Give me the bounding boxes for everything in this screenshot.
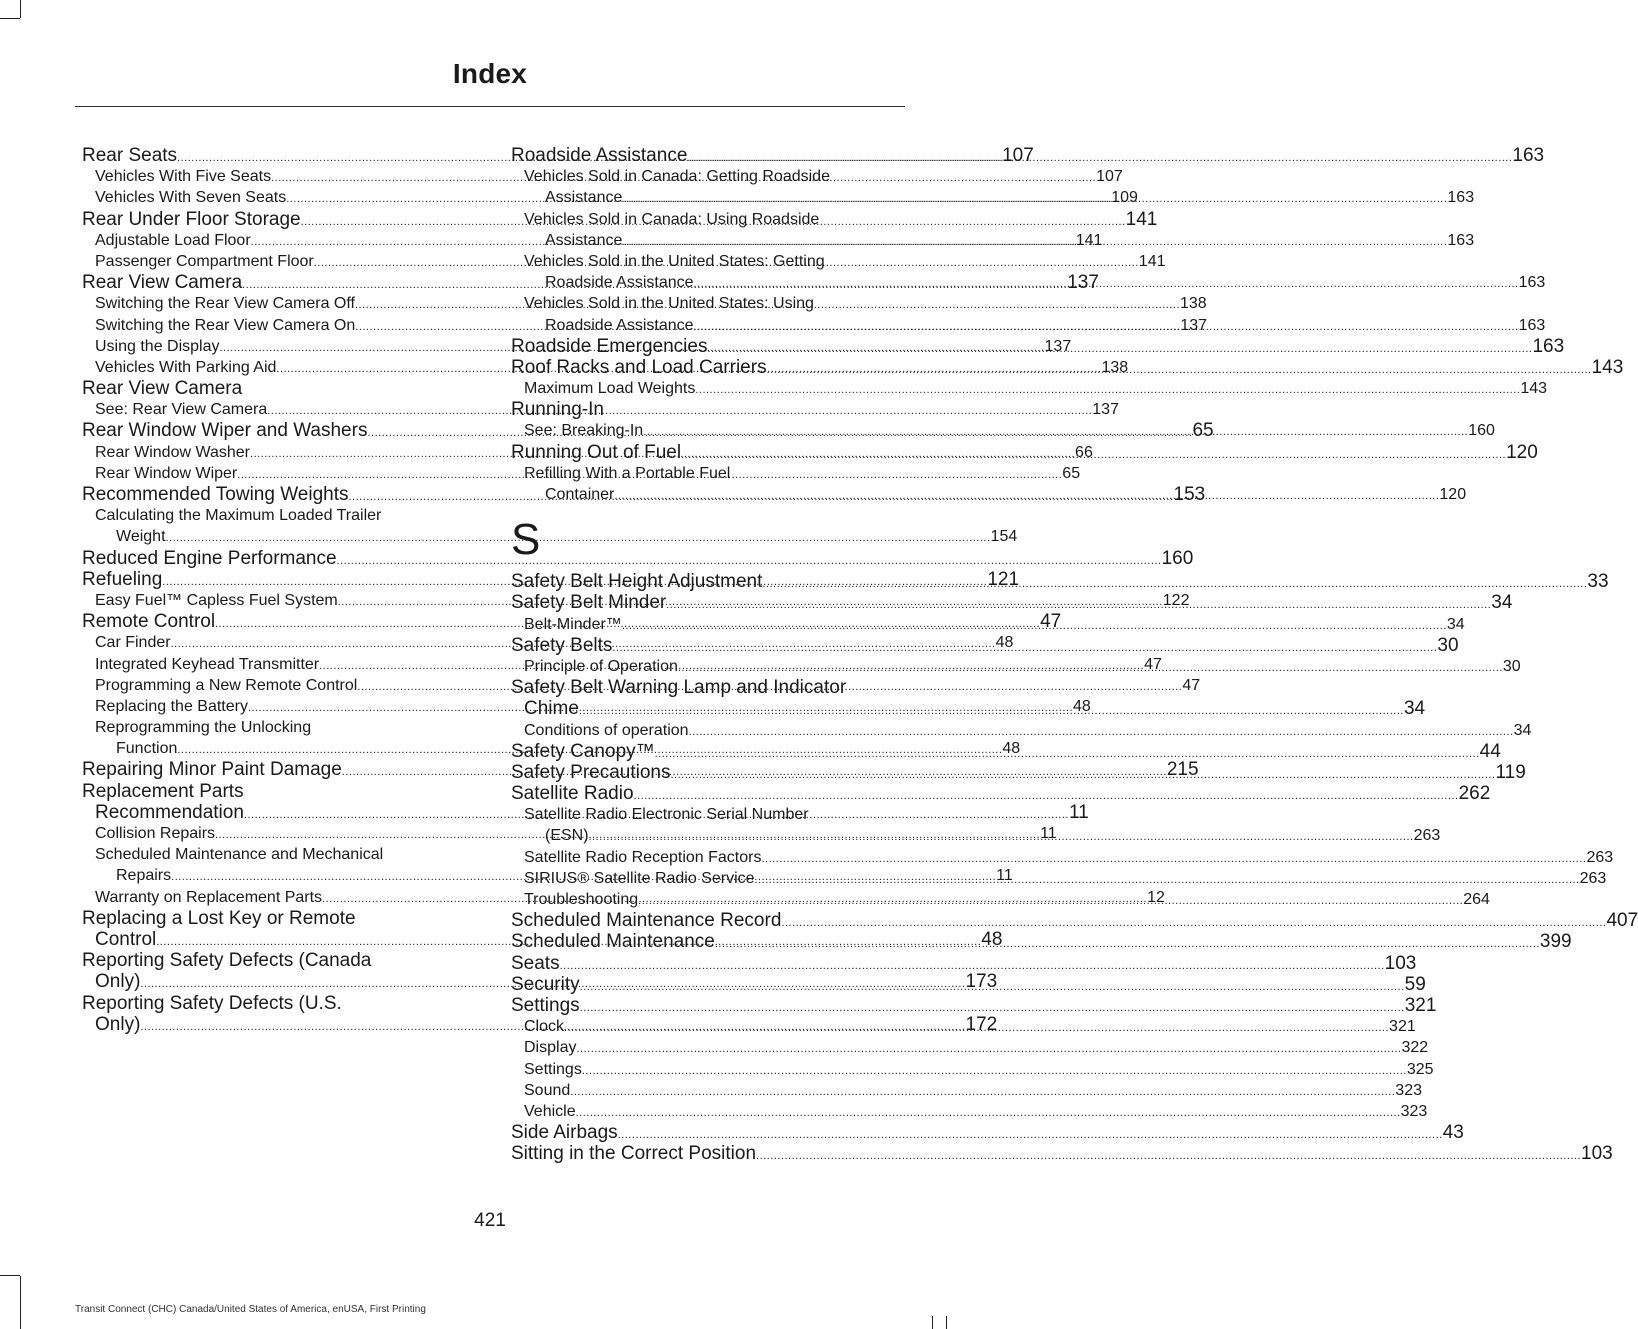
entry-label: Rear Window Washer — [95, 443, 251, 461]
entry-page-number: 47 — [1040, 611, 1062, 633]
entry-page-number: 59 — [1404, 973, 1426, 995]
entry-label: See: Rear View Camera — [95, 401, 268, 419]
entry-page-number: 30 — [1502, 657, 1521, 675]
entry-label: Vehicle — [524, 1102, 576, 1120]
entry-label: Maximum Load Weights — [524, 380, 696, 398]
index-entry — [511, 1037, 1429, 1058]
index-entry — [511, 166, 899, 187]
entry-page-number: 48 — [1073, 697, 1091, 715]
entry-label: Switching the Rear View Camera On — [95, 316, 356, 334]
entry-label: Replacing a Lost Key or Remote — [82, 907, 356, 929]
dot-leader — [707, 339, 1532, 360]
index-entry — [511, 1080, 1422, 1101]
entry-label: Reporting Safety Defects (U.S. — [82, 992, 342, 1014]
entry-page-number: 103 — [1384, 952, 1417, 974]
entry-label: Principle of Operation — [524, 657, 678, 675]
entry-label: Roadside Assistance — [511, 145, 688, 166]
entry-label: Vehicles With Seven Seats — [95, 189, 287, 207]
entry-label: Roof Racks and Load Carriers — [511, 356, 767, 378]
entry-label: (ESN) — [545, 827, 589, 845]
dot-leader — [564, 1018, 1389, 1039]
entry-label: Vehicles With Five Seats — [95, 168, 272, 186]
entry-page-number: 263 — [1413, 827, 1441, 845]
footer-text: Transit Connect (CHC) Canada/United States of America, enUSA, First Printing — [75, 1304, 426, 1315]
crop-mark — [20, 0, 21, 18]
entry-label: Satellite Radio Electronic Serial Number — [524, 806, 809, 824]
entry-label: Rear View Camera — [82, 378, 243, 400]
entry-label: Warranty on Replacement Parts — [95, 888, 323, 906]
entry-page-number: 120 — [1506, 441, 1538, 463]
entry-label: Rear Window Wiper and Washers — [82, 420, 368, 442]
entry-label: Using the Display — [95, 337, 220, 355]
entry-page-number: 11 — [1040, 825, 1057, 842]
entry-label: Remote Control — [82, 611, 216, 633]
entry-page-number: 34 — [1513, 721, 1532, 739]
entry-label: Roadside Emergencies — [511, 335, 708, 357]
entry-page-number: 154 — [990, 528, 1018, 546]
entry-label: Rear Seats — [82, 145, 178, 166]
entry-page-number: 321 — [1389, 1018, 1416, 1036]
dot-leader — [643, 422, 1468, 443]
entry-label: Vehicles Sold in Canada: Getting Roadside — [524, 168, 830, 186]
entry-page-number: 163 — [1447, 231, 1475, 249]
dot-leader — [612, 638, 1437, 659]
entry-page-number: 407 — [1606, 910, 1638, 932]
entry-label: Weight — [116, 528, 166, 546]
dot-leader — [655, 744, 1480, 765]
entry-label: Safety Canopy™ — [511, 740, 655, 762]
entry-label: Settings — [524, 1060, 582, 1078]
entry-page-number: 48 — [995, 634, 1014, 652]
entry-page-number: 65 — [1062, 464, 1081, 482]
index-entry — [511, 209, 899, 230]
index-entry — [82, 908, 470, 929]
index-entry — [82, 993, 470, 1014]
entry-label: Sound — [524, 1081, 571, 1099]
entry-page-number: 12 — [1147, 888, 1165, 906]
dot-leader — [622, 189, 1447, 210]
entry-page-number: 138 — [1180, 295, 1207, 313]
entry-page-number: 163 — [1532, 335, 1565, 357]
entry-label: Safety Belts — [511, 634, 613, 656]
entry-page-number: 137 — [1044, 337, 1072, 355]
entry-label: Display — [524, 1039, 577, 1057]
entry-label: Rear Window Wiper — [95, 464, 238, 482]
entry-label: Recommended Towing Weights — [82, 484, 349, 505]
entry-label: Chime — [524, 698, 579, 720]
entry-page-number: 48 — [981, 928, 1003, 950]
dot-leader — [570, 1082, 1395, 1103]
dot-leader — [756, 1146, 1581, 1167]
entry-label: Vehicles Sold in the United States: Using — [524, 295, 814, 313]
entry-label: See: Breaking-In — [524, 422, 644, 440]
entry-label: Safety Belt Height Adjustment — [511, 571, 763, 593]
entry-label: Reduced Engine Performance — [82, 547, 337, 569]
entry-label: Rear View Camera — [82, 272, 243, 294]
index-entry — [511, 293, 899, 314]
dot-leader — [580, 977, 1405, 998]
entry-label: Programming a New Remote Control — [95, 676, 358, 694]
entry-page-number: 143 — [1520, 380, 1548, 398]
index-entry — [82, 505, 470, 526]
entry-page-number: 323 — [1395, 1081, 1422, 1099]
entry-page-number: 141 — [1125, 208, 1158, 230]
page-number: 421 — [474, 1210, 506, 1231]
index-entry — [82, 844, 470, 865]
index-entry — [511, 994, 1437, 1016]
entry-label: Container — [545, 486, 615, 503]
index-entry — [511, 847, 1614, 868]
entry-page-number: 153 — [1173, 484, 1206, 505]
entry-page-number: 141 — [1138, 252, 1166, 270]
index-entry — [511, 399, 899, 420]
entry-page-number: 34 — [1446, 615, 1465, 633]
dot-leader — [761, 849, 1586, 870]
index-entry — [82, 378, 470, 399]
entry-page-number: 30 — [1437, 634, 1459, 656]
entry-page-number: 107 — [1002, 145, 1034, 166]
entry-page-number: 263 — [1586, 848, 1614, 866]
entry-page-number: 107 — [1096, 168, 1123, 186]
entry-page-number: 215 — [1166, 759, 1199, 781]
entry-label: Reporting Safety Defects (Canada — [82, 950, 372, 972]
entry-label: Refilling With a Portable Fuel — [524, 464, 731, 482]
dot-leader — [622, 232, 1447, 253]
entry-page-number: 43 — [1442, 1122, 1464, 1144]
index-entry — [511, 251, 899, 272]
entry-label: Control — [95, 928, 157, 950]
crop-mark — [20, 1276, 21, 1329]
entry-page-number: 163 — [1518, 274, 1546, 292]
entry-label: Calculating the Maximum Loaded Trailer — [95, 507, 382, 525]
dot-leader — [622, 616, 1447, 637]
entry-label: Security — [511, 973, 580, 995]
index-entry — [511, 804, 899, 825]
entry-label: Car Finder — [95, 634, 171, 652]
entry-page-number: 138 — [1101, 358, 1129, 376]
entry-label: Seats — [511, 952, 560, 974]
entry-page-number: 141 — [1075, 231, 1103, 249]
entry-label: Vehicles Sold in the United States: Getting — [524, 252, 825, 270]
entry-page-number: 66 — [1075, 443, 1093, 461]
entry-label: Belt-Minder™ — [524, 615, 622, 633]
entry-label: Safety Belt Warning Lamp and Indicator — [511, 677, 847, 699]
entry-label: Roadside Assistance — [545, 274, 694, 292]
entry-page-number: 34 — [1491, 592, 1513, 614]
entry-label: Scheduled Maintenance — [511, 931, 715, 953]
entry-label: Assistance — [545, 189, 623, 207]
dot-leader — [767, 360, 1592, 381]
dot-leader — [614, 486, 1439, 507]
dot-leader — [694, 274, 1519, 295]
entry-label: Easy Fuel™ Capless Fuel System — [95, 591, 338, 609]
dot-leader — [638, 891, 1463, 912]
index-entry — [511, 783, 1491, 805]
entry-label: Replacing the Battery — [95, 697, 248, 715]
entry-page-number: 264 — [1463, 891, 1490, 908]
entry-page-number: 399 — [1539, 931, 1572, 953]
entry-page-number: 262 — [1458, 783, 1491, 805]
dot-leader — [582, 1061, 1407, 1082]
crop-mark — [0, 18, 20, 19]
entry-label: Switching the Rear View Camera Off — [95, 295, 355, 313]
entry-label: Refueling — [82, 568, 163, 590]
entry-label: Safety Belt Minder — [511, 592, 667, 614]
entry-page-number: 34 — [1403, 698, 1426, 720]
entry-page-number: 172 — [965, 1013, 998, 1035]
entry-label: Assistance — [545, 231, 623, 249]
dot-leader — [666, 595, 1491, 616]
dot-leader — [781, 913, 1606, 934]
dot-leader — [681, 445, 1506, 466]
entry-page-number: 137 — [1067, 272, 1099, 294]
entry-page-number: 323 — [1400, 1102, 1428, 1120]
page-title: Index — [452, 58, 528, 89]
entry-label: Scheduled Maintenance Record — [511, 910, 782, 932]
index-entry — [511, 1143, 1613, 1165]
entry-page-number: 163 — [1512, 145, 1545, 166]
index-entry — [82, 717, 470, 738]
index-entry — [82, 547, 1194, 569]
dot-leader — [576, 1103, 1401, 1124]
entry-label: Sitting in the Correct Position — [511, 1143, 757, 1165]
entry-label: Safety Precautions — [511, 761, 671, 783]
index-entry — [511, 463, 899, 484]
entry-page-number: 11 — [996, 867, 1013, 885]
entry-label: Passenger Compartment Floor — [95, 252, 314, 270]
section-letter: S — [511, 515, 541, 565]
entry-page-number: 137 — [1180, 316, 1207, 334]
entry-page-number: 160 — [1161, 547, 1194, 569]
entry-page-number: 137 — [1092, 401, 1119, 419]
dot-leader — [589, 827, 1414, 848]
entry-label: Adjustable Load Floor — [95, 231, 251, 249]
entry-page-number: 103 — [1581, 1143, 1613, 1165]
entry-page-number: 109 — [1111, 189, 1138, 207]
entry-label: Vehicles Sold in Canada: Using Roadside — [524, 210, 820, 228]
entry-page-number: 33 — [1587, 571, 1609, 593]
entry-label: Reprogramming the Unlocking — [95, 719, 312, 737]
entry-page-number: 11 — [1068, 801, 1089, 823]
entry-label: Function — [116, 740, 178, 758]
entry-page-number: 143 — [1591, 356, 1624, 378]
index-entry — [82, 781, 470, 802]
entry-label: Repairing Minor Paint Damage — [82, 759, 342, 781]
dot-leader — [694, 317, 1519, 338]
entry-page-number: 48 — [1002, 740, 1021, 758]
entry-label: Running-In — [511, 399, 604, 421]
dot-leader — [560, 956, 1385, 977]
entry-page-number: 263 — [1579, 869, 1607, 887]
index-entry — [511, 1122, 1464, 1144]
entry-label: Troubleshooting — [524, 891, 639, 908]
entry-label: Recommendation — [95, 801, 244, 823]
entry-label: Repairs — [116, 867, 172, 885]
dot-leader — [755, 870, 1580, 891]
dot-leader — [762, 574, 1587, 595]
entry-label: Only) — [95, 1013, 141, 1035]
entry-label: Only) — [95, 971, 141, 993]
index-entry — [511, 1059, 1434, 1080]
entry-label: Vehicles With Parking Aid — [95, 358, 277, 376]
entry-page-number: 121 — [987, 568, 1020, 590]
dot-leader — [579, 701, 1404, 722]
entry-label: Scheduled Maintenance and Mechanical — [95, 846, 384, 864]
entry-page-number: 160 — [1468, 422, 1495, 440]
entry-page-number: 173 — [965, 971, 998, 993]
entry-page-number: 44 — [1479, 740, 1501, 762]
entry-label: SIRIUS® Satellite Radio Service — [524, 869, 755, 887]
entry-page-number: 163 — [1518, 316, 1546, 334]
entry-page-number: 47 — [1182, 676, 1201, 694]
index-entry — [82, 950, 470, 971]
entry-label: Satellite Radio — [511, 783, 634, 805]
crop-mark — [0, 1275, 20, 1276]
entry-label: Replacement Parts — [82, 780, 244, 802]
index-entry — [511, 1101, 1428, 1122]
crop-mark — [946, 1316, 947, 1329]
crop-mark — [932, 1316, 933, 1329]
entry-page-number: 322 — [1401, 1039, 1429, 1057]
entry-page-number: 321 — [1404, 994, 1437, 1016]
entry-label: Collision Repairs — [95, 825, 216, 842]
index-entry — [511, 720, 1532, 741]
entry-page-number: 163 — [1447, 189, 1475, 207]
index-entry — [511, 677, 899, 698]
entry-page-number: 122 — [1162, 591, 1190, 609]
entry-page-number: 119 — [1495, 761, 1526, 783]
index-entry — [511, 378, 1548, 399]
title-divider — [75, 106, 905, 107]
dot-leader — [695, 380, 1520, 401]
entry-label: Conditions of operation — [524, 721, 689, 739]
dot-leader — [678, 658, 1503, 679]
index-entry — [82, 526, 1018, 547]
entry-label: Rear Under Floor Storage — [82, 208, 301, 230]
entry-label: Running Out of Fuel — [511, 441, 682, 463]
entry-label: Satellite Radio Reception Factors — [524, 848, 762, 866]
entry-label: Clock — [524, 1018, 565, 1036]
entry-page-number: 47 — [1144, 655, 1162, 673]
dot-leader — [576, 1039, 1401, 1060]
index-entry — [511, 910, 1638, 932]
entry-page-number: 325 — [1406, 1060, 1434, 1078]
entry-label: Side Airbags — [511, 1122, 618, 1144]
dot-leader — [670, 765, 1495, 786]
entry-page-number: 65 — [1192, 420, 1214, 442]
entry-label: Settings — [511, 994, 580, 1016]
dot-leader — [580, 998, 1405, 1019]
entry-label: Roadside Assistance — [545, 316, 694, 334]
entry-label: Integrated Keyhead Transmitter — [95, 655, 320, 673]
index-entry — [511, 952, 1417, 974]
entry-page-number: 120 — [1439, 486, 1467, 503]
dot-leader — [689, 722, 1514, 743]
